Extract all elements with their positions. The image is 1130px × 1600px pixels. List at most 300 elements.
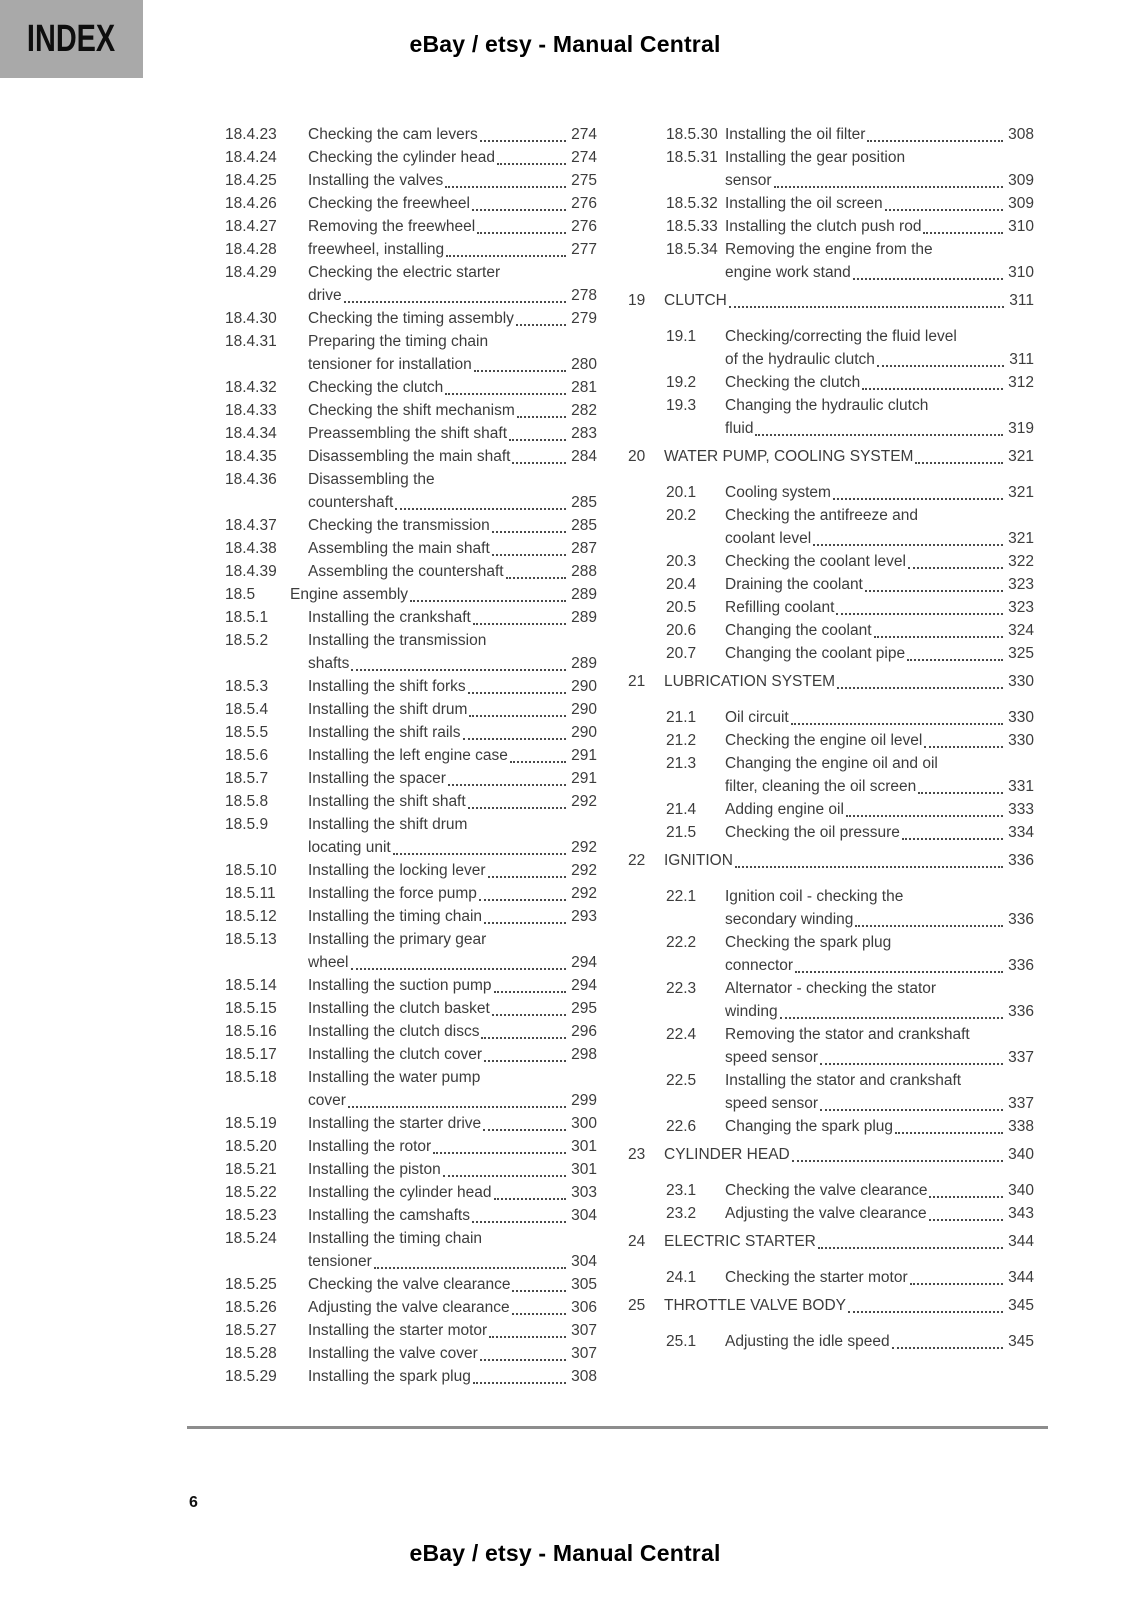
toc-entry-title: Adjusting the valve clearance [725,1205,927,1222]
toc-entry-body [308,215,597,238]
dot-leader [463,738,567,740]
toc-entry [225,629,597,675]
toc-entry [666,504,1034,550]
toc-entry-page: 301 [571,1161,597,1178]
dot-leader [846,815,1003,817]
toc-entry-title: Ignition coil - checking the [725,888,904,905]
toc-entry-page: 308 [571,1368,597,1385]
toc-entry-page: 289 [571,586,597,603]
toc-entry-page: 331 [1008,778,1034,795]
toc-entry-body [308,882,597,905]
toc-entry-line [308,1112,597,1135]
toc-entry-number: 18.5.1 [225,609,269,626]
toc-entry-number: 18.5.15 [225,1000,277,1017]
toc-entry [666,550,1034,573]
toc-entry [666,1115,1034,1138]
dot-leader [855,925,1003,927]
toc-entry-title: Installing the clutch cover [308,1046,483,1063]
toc-entry-number: 18.5 [225,586,256,603]
toc-entry-number: 22.4 [666,1026,697,1043]
toc-entry-title: of the hydraulic clutch [725,351,875,368]
dot-leader [393,853,566,855]
toc-entry-page: 333 [1008,801,1034,818]
dot-leader [473,623,566,625]
toc-entry-line [308,307,597,330]
toc-entry-body [664,1294,1034,1317]
toc-entry-title: THROTTLE VALVE BODY [664,1297,847,1314]
toc-entry-title: Installing the camshafts [308,1207,470,1224]
toc-entry-body [725,123,1034,146]
dot-leader [833,498,1003,500]
toc-entry-line [308,1043,597,1066]
toc-entry-page: 303 [571,1184,597,1201]
toc-entry-title: connector [725,957,794,974]
toc-entry-number: 18.4.30 [225,310,277,327]
toc-entry-page: 275 [571,172,597,189]
dot-leader [918,792,1003,794]
toc-entry-number: 18.5.19 [225,1115,277,1132]
toc-entry-number: 18.5.7 [225,770,269,787]
toc-entry-body [725,215,1034,238]
dot-leader [506,577,567,579]
toc-entry-title: Removing the engine from the [725,241,933,258]
toc-entry [666,885,1034,931]
toc-entry [225,192,597,215]
toc-entry-title: Removing the freewheel [308,218,476,235]
toc-entry-page: 311 [1009,351,1034,368]
toc-entry-number: 18.5.25 [225,1276,277,1293]
toc-entry-line [725,977,1034,1000]
toc-entry-page: 336 [1008,957,1034,974]
toc-entry-page: 325 [1008,645,1034,662]
toc-entry-title: Installing the shift rails [308,724,461,741]
toc-entry-number: 22.5 [666,1072,697,1089]
toc-entry-number: 18.4.32 [225,379,277,396]
dot-leader [735,866,1003,868]
toc-entry-number: 25 [628,1297,646,1314]
toc-entry-line [308,514,597,537]
toc-entry-title: Installing the starter motor [308,1322,488,1339]
toc-entry-body [664,1230,1034,1253]
toc-entry [225,583,597,606]
dot-leader [472,1221,566,1223]
toc-entry-body [725,642,1034,665]
toc-entry-line [308,698,597,721]
toc-entry-line [308,192,597,215]
toc-entry-line [308,836,597,859]
toc-entry-title: Changing the coolant pipe [725,645,906,662]
toc-entry-body [308,169,597,192]
toc-entry [225,1020,597,1043]
toc-entry-page: 293 [571,908,597,925]
toc-entry-title: CLUTCH [664,292,727,309]
dot-leader [892,1347,1004,1349]
toc-entry-body [664,445,1034,468]
toc-entry-line [308,491,597,514]
toc-entry-line [308,1066,597,1089]
toc-column-right [628,123,1034,1353]
toc-entry-number: 21.4 [666,801,697,818]
toc-entry-page: 340 [1008,1146,1034,1163]
toc-entry-number: 18.5.23 [225,1207,277,1224]
toc-entry [666,1202,1034,1225]
dot-leader [836,613,1003,615]
toc-entry-page: 289 [571,655,597,672]
toc-entry-page: 312 [1008,374,1034,391]
toc-entry-body [308,629,597,675]
dot-leader [351,968,567,970]
toc-entry-page: 322 [1008,553,1034,570]
toc-entry [666,596,1034,619]
toc-entry-line [308,1020,597,1043]
toc-entry-page: 276 [571,195,597,212]
toc-entry-body [308,1020,597,1043]
toc-entry-body [308,422,597,445]
toc-entry-line [725,821,1034,844]
toc-entry-body [725,573,1034,596]
toc-entry [225,790,597,813]
toc-entry-line [725,1115,1034,1138]
toc-entry [628,849,1034,872]
toc-entry [628,445,1034,468]
toc-entry-body [308,146,597,169]
toc-entry-title: tensioner for installation [308,356,472,373]
toc-entry-body [308,1273,597,1296]
toc-entry-number: 20.7 [666,645,697,662]
toc-entry-line [308,744,597,767]
dot-leader [492,531,566,533]
toc-entry-page: 309 [1008,172,1034,189]
toc-entry-line [308,1227,597,1250]
toc-entry-page: 308 [1008,126,1034,143]
toc-entry-number: 18.5.8 [225,793,269,810]
toc-entry-line [308,1250,597,1273]
toc-entry-title: tensioner [308,1253,372,1270]
toc-entry-line [308,1089,597,1112]
toc-entry-number: 18.5.27 [225,1322,277,1339]
toc-entry-line [308,652,597,675]
toc-entry-number: 23.1 [666,1182,697,1199]
toc-entry-body [308,376,597,399]
toc-entry [225,560,597,583]
toc-entry-line [725,527,1034,550]
toc-entry [225,974,597,997]
toc-entry-line [664,445,1034,468]
toc-entry-title: Installing the oil filter [725,126,866,143]
toc-entry [628,1230,1034,1253]
toc-entry-number: 18.4.38 [225,540,277,557]
dot-leader [755,434,1003,436]
toc-entry-line [308,1181,597,1204]
toc-entry-title: Refilling coolant [725,599,835,616]
toc-entry-number: 21.1 [666,709,697,726]
toc-entry [225,514,597,537]
toc-entry-line [725,706,1034,729]
toc-entry-page: 310 [1008,264,1034,281]
toc-entry-title: Checking/correcting the fluid level [725,328,957,345]
toc-entry-title: speed sensor [725,1049,819,1066]
toc-entry-title: Installing the spark plug [308,1368,471,1385]
toc-entry-line [725,169,1034,192]
toc-entry-body [308,123,597,146]
toc-entry-body [725,596,1034,619]
toc-entry-body [725,706,1034,729]
toc-entry-page: 283 [571,425,597,442]
toc-entry-title: Installing the rotor [308,1138,432,1155]
toc-entry-title: Checking the clutch [308,379,444,396]
toc-entry-line [308,399,597,422]
toc-entry-page: 274 [571,149,597,166]
toc-entry-number: 18.4.24 [225,149,277,166]
toc-entry-title: Adjusting the idle speed [725,1333,890,1350]
dot-leader [929,1219,1004,1221]
dot-leader [516,324,566,326]
toc-entry-body [308,1158,597,1181]
toc-entry-line [725,798,1034,821]
toc-entry-body [308,767,597,790]
toc-entry-title: Checking the valve clearance [308,1276,511,1293]
toc-entry-line [308,629,597,652]
toc-entry [666,238,1034,284]
toc-entry-line [308,1365,597,1388]
toc-entry-title: Installing the piston [308,1161,441,1178]
toc-entry-line [308,330,597,353]
toc-entry-line [308,215,597,238]
toc-entry-title: Disassembling the main shaft [308,448,511,465]
toc-entry [225,399,597,422]
toc-entry-number: 18.4.29 [225,264,277,281]
toc-entry-page: 300 [571,1115,597,1132]
toc-entry-title: Checking the spark plug [725,934,892,951]
dot-leader [479,899,566,901]
toc-entry-page: 278 [571,287,597,304]
dot-leader [344,301,567,303]
toc-entry-line [664,289,1034,312]
toc-entry-number: 21.2 [666,732,697,749]
toc-entry-line [725,642,1034,665]
dot-leader [446,255,566,257]
toc-entry-page: 324 [1008,622,1034,639]
dot-leader [774,186,1004,188]
toc-entry-body [290,583,597,606]
toc-entry-number: 18.5.20 [225,1138,277,1155]
toc-entry-page: 295 [571,1000,597,1017]
toc-entry-number: 20.5 [666,599,697,616]
toc-entry-body [725,1115,1034,1138]
toc-entry-title: Installing the shift drum [308,816,468,833]
toc-entry-title: Assembling the countershaft [308,563,504,580]
toc-entry-page: 323 [1008,599,1034,616]
toc-entry-line [725,573,1034,596]
toc-entry-title: Checking the engine oil level [725,732,923,749]
dot-leader [468,692,566,694]
toc-entry-number: 22.3 [666,980,697,997]
toc-entry-title: Installing the suction pump [308,977,492,994]
toc-entry-body [664,289,1034,312]
toc-entry-title: coolant level [725,530,812,547]
toc-entry-number: 18.4.35 [225,448,277,465]
toc-entry-title: Installing the valves [308,172,444,189]
dot-leader [795,971,1003,973]
toc-entry-line [308,169,597,192]
toc-entry-page: 309 [1008,195,1034,212]
toc-entry-title: shafts [308,655,350,672]
toc-entry-body [308,1181,597,1204]
toc-entry [225,169,597,192]
toc-entry-number: 18.5.18 [225,1069,277,1086]
toc-entry-page: 305 [571,1276,597,1293]
toc-entry [225,813,597,859]
toc-entry-line [308,997,597,1020]
page-number: 6 [189,1494,198,1511]
toc-entry-title: Installing the shift drum [308,701,468,718]
toc-entry-line [725,1202,1034,1225]
dot-leader [484,1060,566,1062]
dot-leader [489,1336,566,1338]
toc-entry-page: 340 [1008,1182,1034,1199]
toc-entry [225,537,597,560]
toc-entry-title: Installing the timing chain [308,908,483,925]
toc-entry-body [308,537,597,560]
toc-entry-body [664,849,1034,872]
toc-entry-title: Checking the shift mechanism [308,402,515,419]
toc-entry [225,1043,597,1066]
toc-entry-line [308,928,597,951]
toc-entry [225,744,597,767]
toc-entry-title: Installing the locking lever [308,862,486,879]
dot-leader [395,508,566,510]
toc-entry-number: 20 [628,448,646,465]
toc-entry-line [725,775,1034,798]
toc-entry-body [308,1043,597,1066]
toc-entry-line [308,1135,597,1158]
dot-leader [477,232,566,234]
toc-entry-line [725,1069,1034,1092]
toc-entry-number: 18.5.12 [225,908,277,925]
toc-entry-page: 345 [1008,1297,1034,1314]
toc-entry-body [308,698,597,721]
toc-entry-number: 19.1 [666,328,697,345]
toc-entry [225,1227,597,1273]
footer-title: eBay / etsy - Manual Central [409,1540,721,1566]
toc-entry-page: 336 [1008,1003,1034,1020]
toc-entry-title: Cooling system [725,484,831,501]
toc-entry [225,376,597,399]
toc-entry-title: Engine assembly [290,586,409,603]
toc-entry-title: Installing the gear position [725,149,906,166]
toc-entry-line [664,1294,1034,1317]
toc-entry-line [308,790,597,813]
toc-entry-line [308,445,597,468]
toc-entry-title: fluid [725,420,754,437]
toc-entry [225,330,597,376]
toc-entry-number: 18.5.10 [225,862,277,879]
toc-entry-line [308,951,597,974]
toc-entry-line [725,1266,1034,1289]
toc-entry-body [308,859,597,882]
toc-entry-title: Installing the spacer [308,770,446,787]
toc-entry [225,1365,597,1388]
toc-entry [225,422,597,445]
toc-entry [666,215,1034,238]
toc-entry-title: Assembling the main shaft [308,540,490,557]
toc-entry-title: IGNITION [664,852,733,869]
toc-entry [666,752,1034,798]
toc-entry-body [725,1202,1034,1225]
toc-entry-title: sensor [725,172,772,189]
toc-entry-number: 18.5.28 [225,1345,277,1362]
toc-entry-title: Changing the coolant [725,622,872,639]
toc-entry-title: Changing the hydraulic clutch [725,397,929,414]
header-title: eBay / etsy - Manual Central [409,31,721,57]
toc-entry-title: ELECTRIC STARTER [664,1233,816,1250]
toc-entry-body [308,1365,597,1388]
toc-entry-body [308,1342,597,1365]
toc-entry-number: 18.5.32 [666,195,718,212]
dot-leader [483,1129,566,1131]
dot-leader [902,838,1003,840]
dot-leader [929,1196,1003,1198]
toc-entry [225,238,597,261]
toc-entry-line [725,1330,1034,1353]
dot-leader [474,370,566,372]
toc-entry-number: 18.4.31 [225,333,277,350]
toc-entry [666,1266,1034,1289]
toc-entry-body [308,192,597,215]
toc-entry-line [308,123,597,146]
toc-entry-title: Checking the transmission [308,517,490,534]
toc-entry [666,1179,1034,1202]
dot-leader [469,715,566,717]
dot-leader [480,140,566,142]
toc-entry-page: 294 [571,954,597,971]
toc-entry-body [725,1069,1034,1115]
toc-entry-page: 285 [571,517,597,534]
toc-entry-title: Alternator - checking the stator [725,980,937,997]
toc-entry-body [308,974,597,997]
toc-entry-body [308,238,597,261]
toc-entry-line [308,376,597,399]
toc-entry [666,821,1034,844]
toc-entry-title: Draining the coolant [725,576,863,593]
toc-entry-title: Changing the engine oil and oil [725,755,938,772]
toc-entry-title: CYLINDER HEAD [664,1146,790,1163]
toc-entry-line [308,1158,597,1181]
toc-entry-title: Checking the starter motor [725,1269,908,1286]
dot-leader [915,462,1003,464]
toc-entry [225,1273,597,1296]
toc-entry-line [725,325,1034,348]
dot-leader [445,393,566,395]
toc-entry-number: 18.5.22 [225,1184,277,1201]
toc-entry-page: 274 [571,126,597,143]
toc-entry-line [725,192,1034,215]
toc-entry-number: 21.5 [666,824,697,841]
toc-entry-page: 292 [571,885,597,902]
toc-entry-line [725,123,1034,146]
toc-entry [666,798,1034,821]
toc-entry-body [308,1319,597,1342]
toc-entry-number: 18.5.16 [225,1023,277,1040]
toc-entry-title: speed sensor [725,1095,819,1112]
toc-entry-body [725,1330,1034,1353]
toc-entry-line [725,417,1034,440]
toc-entry-page: 279 [571,310,597,327]
toc-entry [225,1319,597,1342]
toc-entry-line [725,1092,1034,1115]
toc-entry-page: 282 [571,402,597,419]
toc-entry-title: Installing the clutch push rod [725,218,922,235]
